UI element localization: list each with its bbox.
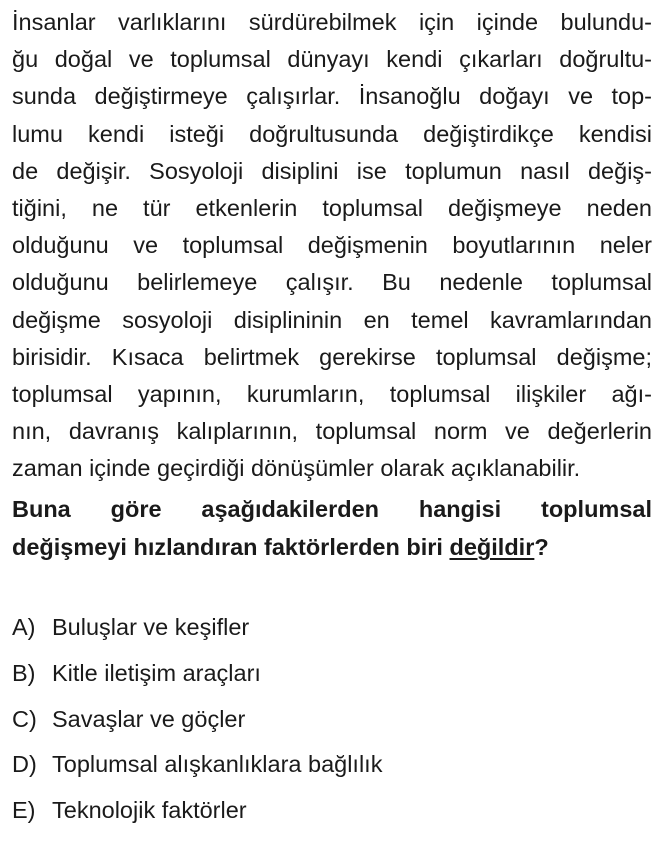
option-letter: A) <box>12 614 36 640</box>
passage-line: olduğunu ve toplumsal değişmenin boyutlarının neler <box>12 232 652 259</box>
passage-line: değişme sosyoloji disiplininin en temel kavramlarından <box>12 306 652 333</box>
option-text: Buluşlar ve keşifler <box>52 614 250 640</box>
passage-line: ğu doğal ve toplumsal dünyayı kendi çıkarları doğrultu- <box>12 46 652 73</box>
passage-line: toplumsal yapının, kurumların, toplumsal ilişkiler ağı- <box>12 380 652 407</box>
passage-line: birisidir. Kısaca belirtmek gerekirse toplumsal değişme; <box>12 343 652 370</box>
passage-line: de değişir. Sosyoloji disiplini ise toplumun nasıl değiş- <box>12 157 652 184</box>
passage-line: nın, davranış kalıplarının, toplumsal norm ve değerlerin <box>12 418 652 445</box>
passage-line: sunda değiştirmeye çalışırlar. İnsanoğlu doğayı ve top- <box>12 83 652 110</box>
option-letter: C) <box>12 705 37 732</box>
passage <box>12 4 652 487</box>
option-c[interactable] <box>12 704 652 750</box>
stem-text: değişmeyi hızlandıran faktörlerden biri <box>12 534 450 561</box>
option-letter: E) <box>12 797 36 824</box>
option-text: Kitle iletişim araçları <box>52 659 261 686</box>
option-text: Teknolojik faktörler <box>52 797 247 824</box>
option-letter: D) <box>12 751 37 778</box>
question-mark: ? <box>534 534 549 561</box>
question-block <box>12 4 652 567</box>
passage-line: lumu kendi isteği doğrultusunda değiştirdikçe kendisi <box>12 120 652 147</box>
option-d[interactable] <box>12 749 652 795</box>
option-letter: B) <box>12 659 36 686</box>
stem-line: Buna göre aşağıdakilerden hangisi toplumsal <box>12 496 652 523</box>
option-text: Savaşlar ve göçler <box>52 705 246 732</box>
stem-line <box>12 529 652 567</box>
answer-options <box>12 612 652 841</box>
negative-keyword: değildir <box>449 534 535 561</box>
option-e[interactable] <box>12 795 652 841</box>
question-stem <box>12 491 652 566</box>
passage-line: olduğunu belirlemeye çalışır. Bu nedenle toplumsal <box>12 269 652 296</box>
passage-line: tiğini, ne tür etkenlerin toplumsal değişmeye neden <box>12 194 652 221</box>
passage-line: zaman içinde geçirdiği dönüşümler olarak açıklanabilir. <box>12 455 581 482</box>
option-a[interactable] <box>12 612 652 658</box>
option-b[interactable] <box>12 658 652 704</box>
passage-line: İnsanlar varlıklarını sürdürebilmek için içinde bulundu- <box>12 9 652 35</box>
option-text: Toplumsal alışkanlıklara bağlılık <box>52 751 383 778</box>
